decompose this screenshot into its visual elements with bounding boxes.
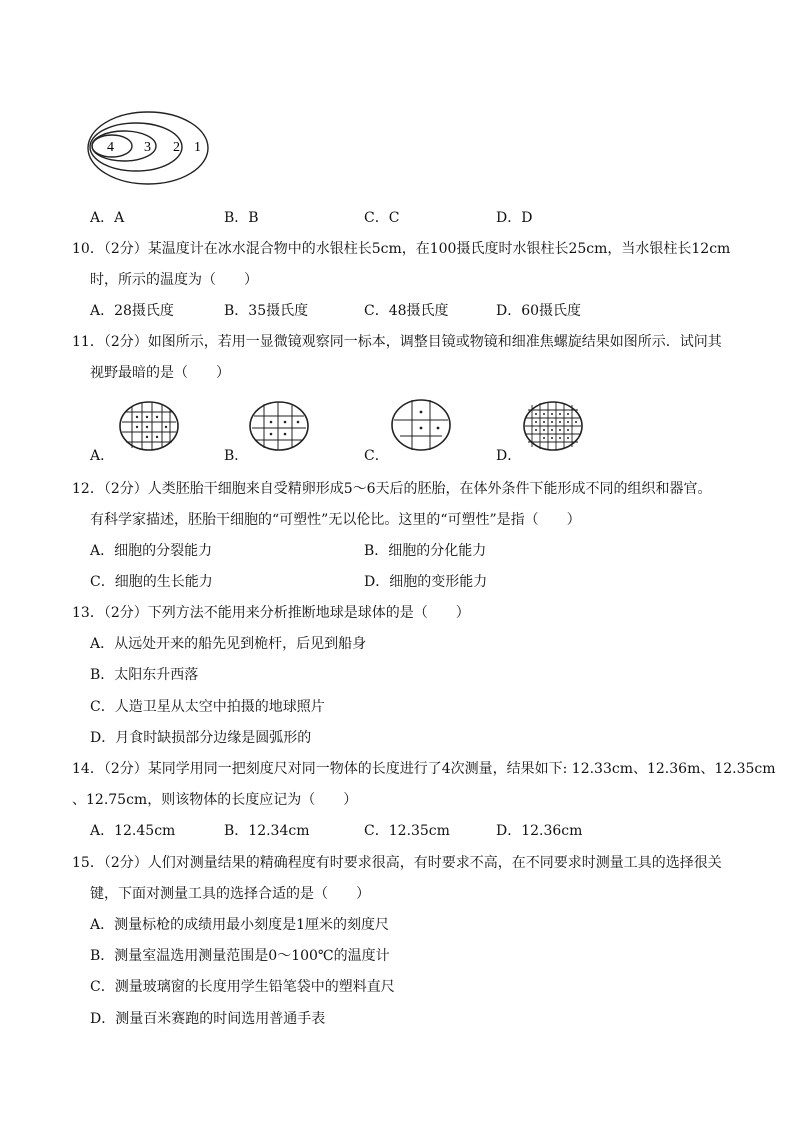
q10-option-d: D．60摄氏度 — [496, 303, 582, 319]
q9-option-a: A．A — [90, 210, 125, 226]
q14-option-b: B．12.34cm — [224, 823, 310, 839]
nested-ellipses-figure — [84, 110, 214, 196]
q12-option-c: C．细胞的生长能力 — [90, 574, 213, 590]
q14-option-a: A．12.45cm — [90, 823, 176, 839]
q15-option-c: C．测量玻璃窗的长度用学生铅笔袋中的塑料直尺 — [90, 979, 395, 995]
figure-label-2: 2 — [173, 140, 180, 155]
q11-option-c: C． — [364, 448, 389, 464]
microscope-view-d — [522, 400, 584, 452]
q9-option-c: C．C — [364, 210, 400, 226]
figure-label-1: 1 — [194, 140, 201, 155]
figure-label-3: 3 — [144, 140, 151, 155]
q13-stem-line1: 13．（2分）下列方法不能用来分析推断地球是球体的是（ ） — [72, 605, 470, 621]
q15-stem-line2: 键，下面对测量工具的选择合适的是（ ） — [90, 886, 370, 902]
q13-option-d: D．月食时缺损部分边缘是圆弧形的 — [90, 730, 312, 746]
microscope-view-a — [118, 400, 180, 452]
q12-option-a: A．细胞的分裂能力 — [90, 543, 213, 559]
q9-option-b: B．B — [224, 210, 259, 226]
q9-option-d: D．D — [496, 210, 533, 226]
q10-option-a: A．28摄氏度 — [90, 303, 174, 319]
q10-stem-line2: 时，所示的温度为（ ） — [90, 272, 258, 288]
q12-stem-line2: 有科学家描述，胚胎干细胞的“可塑性”无以伦比。这里的“可塑性”是指（ ） — [90, 512, 581, 528]
q13-option-b: B．太阳东升西落 — [90, 667, 199, 683]
q10-option-c: C．48摄氏度 — [364, 303, 449, 319]
q13-option-c: C．人造卫星从太空中拍摄的地球照片 — [90, 699, 325, 715]
q15-option-b: B．测量室温选用测量范围是0～100℃的温度计 — [90, 948, 390, 964]
q10-option-b: B．35摄氏度 — [224, 303, 309, 319]
q14-stem-line1: 14．（2分）某同学用同一把刻度尺对同一物体的长度进行了4次测量，结果如下: 12.33cm、12.36m、12.35cm — [72, 761, 776, 777]
q14-option-c: C．12.35cm — [364, 823, 450, 839]
q11-option-b: B． — [224, 448, 249, 464]
q11-option-d: D． — [496, 448, 522, 464]
q15-option-d: D．测量百米赛跑的时间选用普通手表 — [90, 1011, 326, 1027]
q11-stem-line2: 视野最暗的是（ ） — [90, 365, 230, 381]
figure-label-4: 4 — [107, 140, 114, 155]
q12-option-d: D．细胞的变形能力 — [364, 574, 488, 590]
q11-stem-line1: 11．（2分）如图所示，若用一显微镜观察同一标本，调整目镜或物镜和细准焦螺旋结果如图所示．试问其 — [72, 334, 722, 350]
q14-stem-line2: 、12.75cm，则该物体的长度应记为（ ） — [72, 792, 358, 808]
microscope-view-c — [390, 398, 452, 452]
q10-stem-line1: 10．（2分）某温度计在冰水混合物中的水银柱长5cm，在100摄氏度时水银柱长25cm，当水银柱长12cm — [72, 241, 731, 257]
microscope-view-b — [248, 400, 310, 452]
q15-stem-line1: 15．（2分）人们对测量结果的精确程度有时要求很高，有时要求不高，在不同要求时测量工具的选择很关 — [72, 855, 722, 871]
q13-option-a: A．从远处开来的船先见到桅杆，后见到船身 — [90, 636, 367, 652]
q11-option-a: A． — [90, 448, 115, 464]
ellipse-2 — [90, 123, 182, 171]
q12-option-b: B．细胞的分化能力 — [364, 543, 487, 559]
q12-stem-line1: 12．（2分）人类胚胎干细胞来自受精卵形成5～6天后的胚胎，在体外条件下能形成不同的组织和器官。 — [72, 481, 712, 497]
q14-option-d: D．12.36cm — [496, 823, 583, 839]
q15-option-a: A．测量标枪的成绩用最小刻度是1厘米的刻度尺 — [90, 917, 390, 933]
